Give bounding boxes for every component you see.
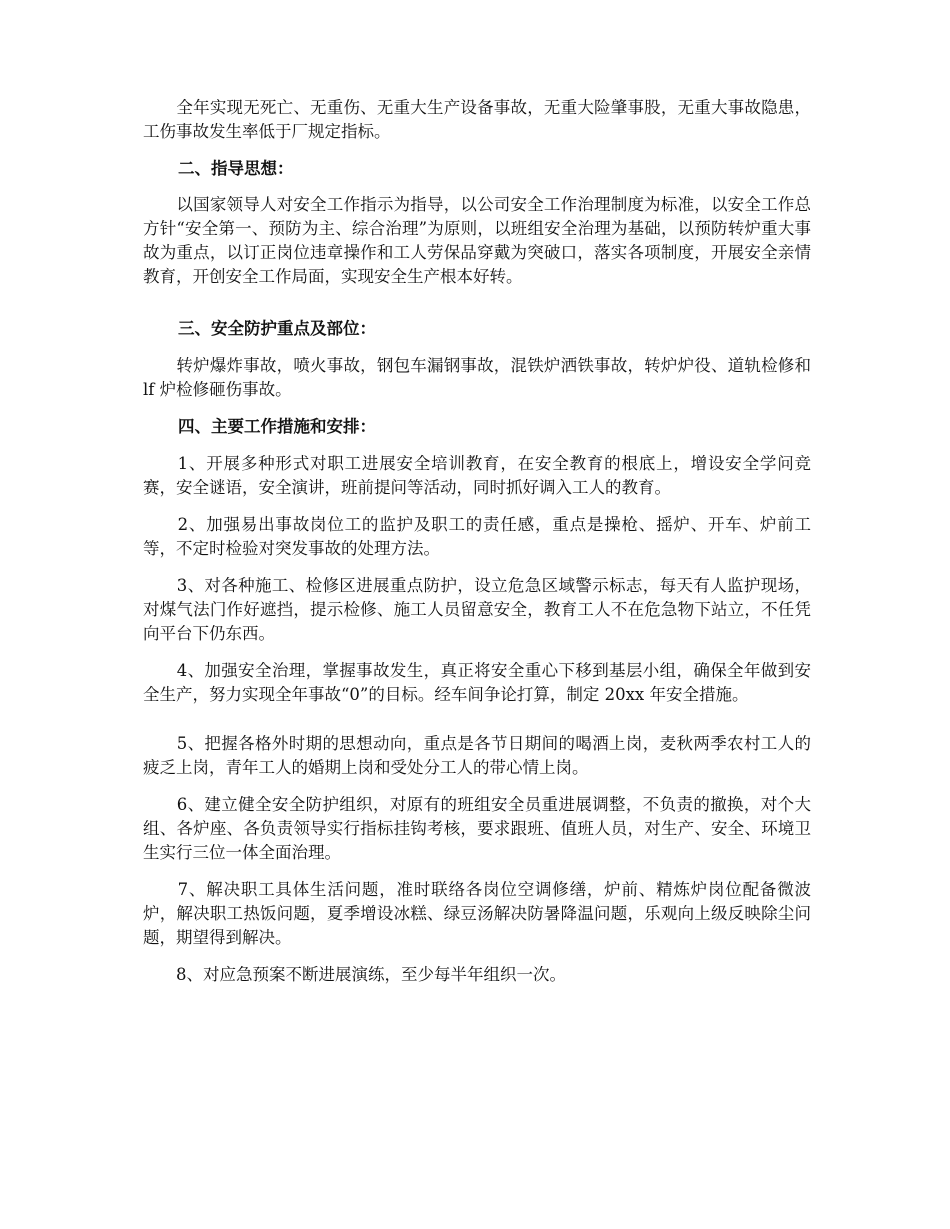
list-item-8: 8、对应急预案不断进展演练，至少每半年组织一次。: [143, 965, 566, 984]
paragraph-safety-focus: 转炉爆炸事故，喷火事故，钢包车漏钢事故，混铁炉洒铁事故，转炉炉役、道轨检修和 lf 炉检修砸伤事故。: [143, 356, 817, 399]
paragraph-guiding-thought: 以国家领导人对安全工作指示为指导，以公司安全工作治理制度为标准，以安全工作总方针“安全第一、预防为主、综合治理”为原则，以班组安全治理为基础，以预防转炉重大事故为重点，以订正岗位违章操作和工人劳保品穿戴为突破口，落实各项制度，开展安全亲情教育，开创安全工作局面，实现安全生产根本好转。: [143, 195, 811, 286]
paragraph-intro: 全年实现无死亡、无重伤、无重大生产设备事故，无重大险肇事股，无重大事故隐患，工伤事故发生率低于厂规定指标。: [143, 98, 811, 141]
heading-work-measures: 四、主要工作措施和安排：: [178, 417, 376, 436]
list-item-3: 3、对各种施工、检修区进展重点防护，设立危急区域警示标志，每天有人监护现场，对煤气法门作好遮挡，提示检修、施工人员留意安全，教育工人不在危急物下站立，不任凭向平台下仍东西。: [143, 576, 811, 643]
heading-safety-focus: 三、安全防护重点及部位：: [178, 319, 376, 338]
list-item-6: 6、建立健全安全防护组织，对原有的班组安全员重进展调整，不负责的撤换，对个大组、各炉座、各负责领导实行指标挂钩考核，要求跟班、值班人员，对生产、安全、环境卫生实行三位一体全面治理。: [143, 795, 811, 862]
heading-guiding-thought: 二、指导思想：: [178, 159, 294, 178]
list-item-4: 4、加强安全治理，掌握事故发生，真正将安全重心下移到基层小组，确保全年做到安全生产，努力实现全年事故“0”的目标。经车间争论打算，制定 20xx 年安全措施。: [143, 661, 811, 704]
list-item-7: 7、解决职工具体生活问题，准时联络各岗位空调修缮，炉前、精炼炉岗位配备微波炉，解决职工热饭问题，夏季增设冰糕、绿豆汤解决防暑降温问题，乐观向上级反映除尘问题，期望得到解决。: [143, 880, 811, 947]
list-item-2: 2、加强易出事故岗位工的监护及职工的责任感，重点是操枪、摇炉、开车、炉前工等，不定时检验对突发事故的处理方法。: [143, 515, 811, 558]
list-item-1: 1、开展多种形式对职工进展安全培训教育，在安全教育的根底上，增设安全学问竞赛，安全谜语，安全演讲，班前提问等活动，同时抓好调入工人的教育。: [143, 454, 811, 497]
list-item-5: 5、把握各格外时期的思想动向，重点是各节日期间的喝酒上岗，麦秋两季农村工人的疲乏上岗，青年工人的婚期上岗和受处分工人的带心情上岗。: [143, 734, 811, 777]
